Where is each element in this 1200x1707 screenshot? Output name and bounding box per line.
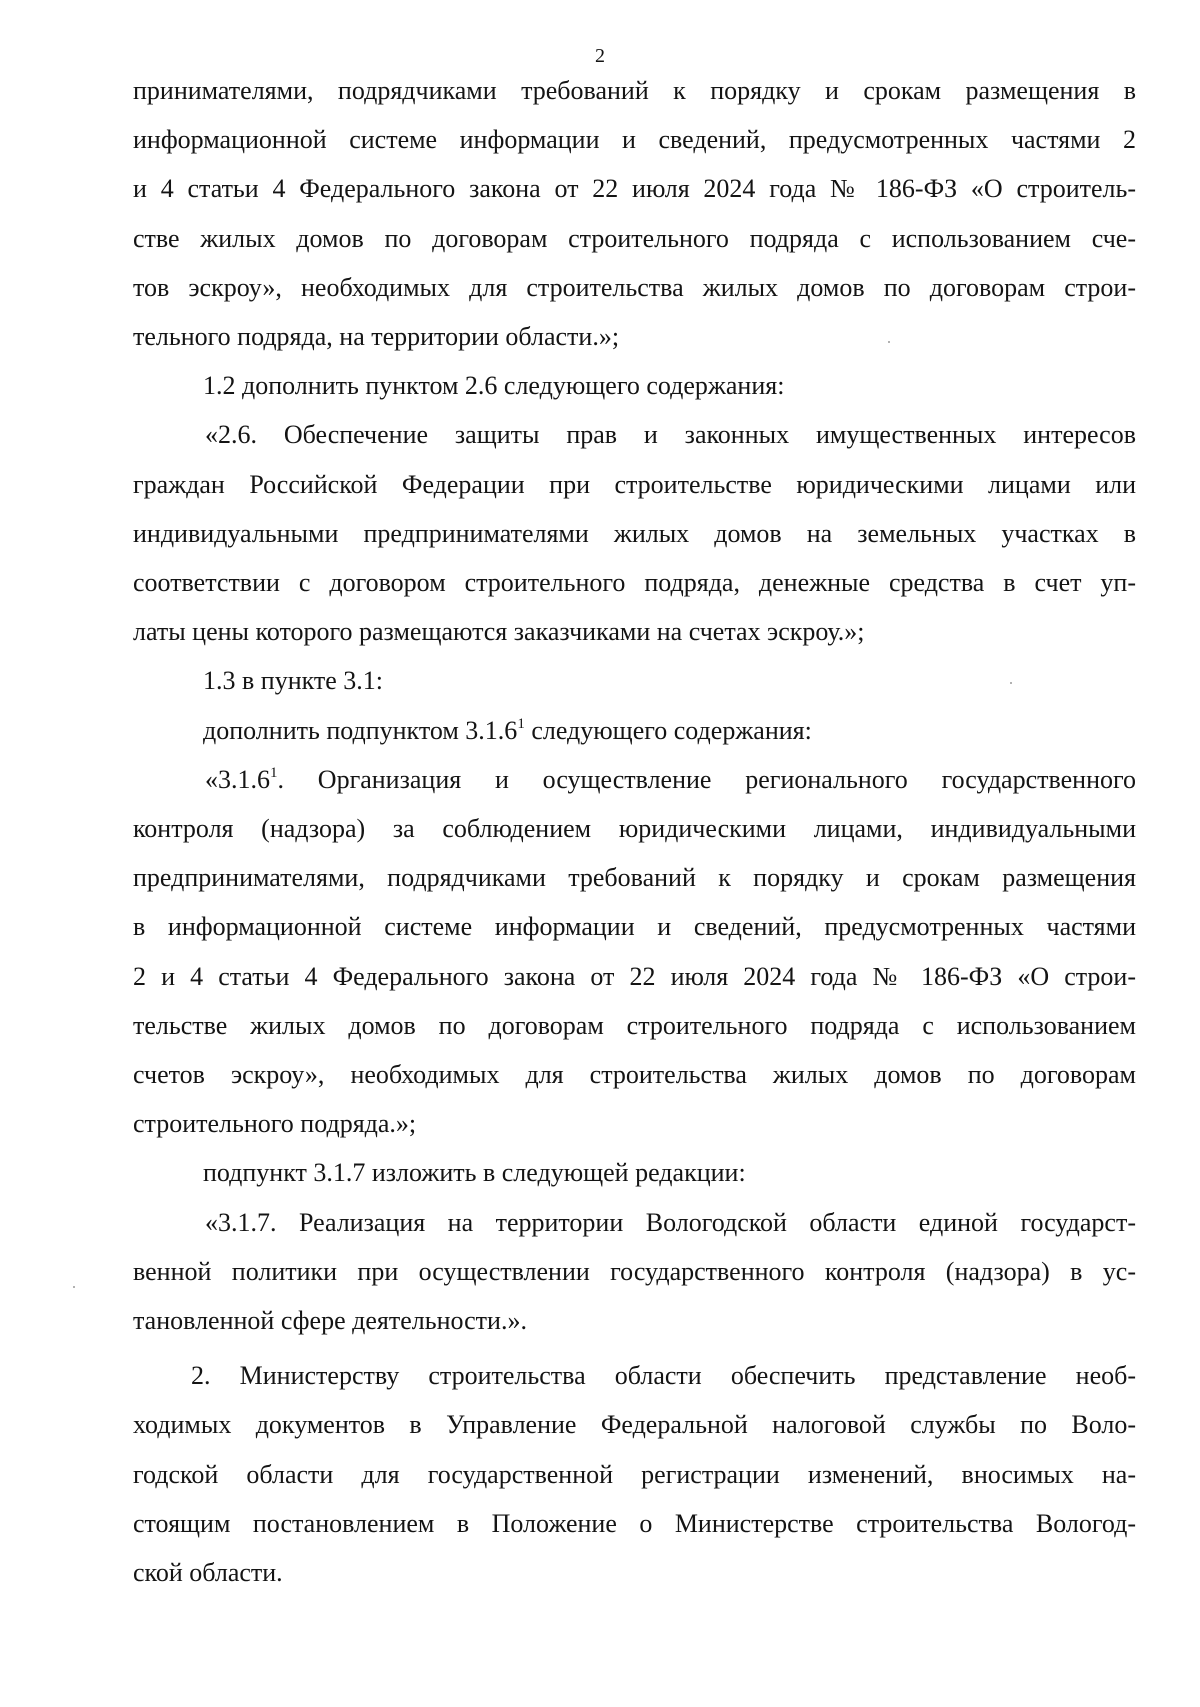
text-line-15 xyxy=(133,755,1136,804)
text-line-2: информационной системе информации и сведений, предусмотренных частями 2 xyxy=(133,125,1136,155)
text-line-12: латы цены которого размещаются заказчиками на счетах эскроу.»; xyxy=(133,617,865,647)
text-line-26: тановленной сфере деятельности.». xyxy=(133,1306,527,1336)
scan-speck xyxy=(73,1286,75,1288)
text-line-17: предпринимателями, подрядчиками требований к порядку и срокам размещения xyxy=(133,863,1136,893)
text-line-29: годской области для государственной регистрации изменений, вносимых на- xyxy=(133,1459,1136,1489)
text-line-21: счетов эскроу», необходимых для строительства жилых домов по договорам xyxy=(133,1060,1136,1090)
text-line-7: 1.2 дополнить пунктом 2.6 следующего содержания: xyxy=(203,371,785,401)
text-line-25: венной политики при осуществлении государственного контроля (надзора) в ус- xyxy=(133,1256,1136,1286)
text-line-1: принимателями, подрядчиками требований к порядку и срокам размещения в xyxy=(133,76,1136,105)
text-line-20: тельстве жилых домов по договорам строительного подряда с использованием xyxy=(133,1010,1136,1040)
text-line-28: ходимых документов в Управление Федеральной налоговой службы по Воло- xyxy=(133,1410,1136,1440)
superscript-1: 1 xyxy=(517,715,525,732)
text-line-24: «3.1.7. Реализация на территории Вологодской области единой государст- xyxy=(205,1207,1136,1237)
text-line-14 xyxy=(133,706,1136,755)
text-line-27: 2. Министерству строительства области обеспечить представление необ- xyxy=(191,1361,1136,1391)
text-line-31: ской области. xyxy=(133,1558,283,1588)
text-line-14-part-1: дополнить подпунктом 3.1.6 xyxy=(203,715,518,745)
text-line-13: 1.3 в пункте 3.1: xyxy=(203,666,384,696)
text-line-22: строительного подряда.»; xyxy=(133,1109,417,1139)
superscript-1: 1 xyxy=(270,764,278,781)
text-line-5: тов эскроу», необходимых для строительства жилых домов по договорам строи- xyxy=(133,272,1136,302)
text-line-4: стве жилых домов по договорам строительного подряда с использованием сче- xyxy=(133,223,1136,253)
scan-speck xyxy=(888,341,890,343)
text-line-10: индивидуальными предпринимателями жилых домов на земельных участках в xyxy=(133,518,1136,548)
text-line-30: стоящим постановлением в Положение о Министерстве строительства Вологод- xyxy=(133,1508,1136,1538)
text-line-14-part-2: следующего содержания: xyxy=(524,715,812,745)
text-line-15-part-2: . Организация и осуществление регионального государственного xyxy=(277,764,1136,794)
text-line-9: граждан Российской Федерации при строительстве юридическими лицами или xyxy=(133,469,1136,499)
document-body xyxy=(133,66,1136,1597)
text-line-11: соответствии с договором строительного подряда, денежные средства в счет уп- xyxy=(133,568,1136,598)
text-line-16: контроля (надзора) за соблюдением юридическими лицами, индивидуальными xyxy=(133,814,1136,844)
page-number: 2 xyxy=(595,45,605,67)
scan-speck xyxy=(1010,682,1012,684)
text-line-19: 2 и 4 статьи 4 Федерального закона от 22 июля 2024 года № 186-ФЗ «О строи- xyxy=(133,961,1136,991)
text-line-3: и 4 статьи 4 Федерального закона от 22 июля 2024 года № 186-ФЗ «О строитель- xyxy=(133,174,1136,204)
text-line-23: подпункт 3.1.7 изложить в следующей редакции: xyxy=(203,1158,746,1188)
text-line-6: тельного подряда, на территории области.»; xyxy=(133,322,620,352)
text-line-18: в информационной системе информации и сведений, предусмотренных частями xyxy=(133,912,1136,942)
text-line-15-part-1: «3.1.6 xyxy=(205,764,270,794)
text-line-8: «2.6. Обеспечение защиты прав и законных имущественных интересов xyxy=(205,420,1136,450)
